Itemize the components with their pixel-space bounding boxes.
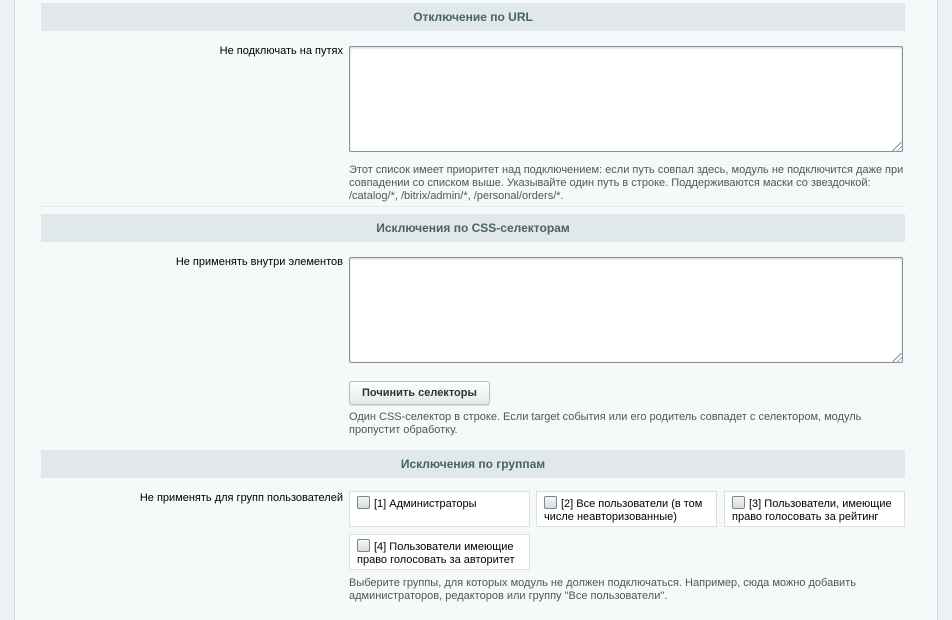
section-header-css: Исключения по CSS-селекторам bbox=[41, 214, 905, 242]
group-option-label: [1] Администраторы bbox=[374, 498, 477, 510]
section-header-groups: Исключения по группам bbox=[41, 450, 905, 478]
exclude-elements-label: Не применять внутри элементов bbox=[175, 256, 343, 268]
group-option-administrators[interactable] bbox=[349, 491, 530, 527]
groups-note: Выберите группы, для которых модуль не должен подключаться. Например, сюда можно добавить администраторов, редакторов или группу "Все пользователи". bbox=[349, 577, 856, 602]
exclude-paths-note: Этот список имеет приоритет над подключением: если путь совпал здесь, модуль не подключится даже при совпадении со списком выше. Указывайте один путь в строке. Поддерживаются маски со звездочкой: /catalog/*, /bitrix/admin/*, /personal/orders/*. bbox=[349, 164, 904, 202]
exclude-elements-textarea[interactable] bbox=[349, 257, 903, 363]
resize-grip-icon[interactable] bbox=[892, 142, 902, 152]
section-header-url: Отключение по URL bbox=[41, 3, 905, 31]
exclude-paths-label: Не подключать на путях bbox=[219, 45, 343, 57]
group-option-label: [2] Все пользователи (в том числе неавторизованные) bbox=[544, 498, 703, 523]
group-option-all-users[interactable] bbox=[536, 491, 717, 527]
exclude-paths-textarea[interactable] bbox=[349, 46, 903, 152]
section-divider bbox=[41, 206, 905, 207]
checkbox[interactable] bbox=[544, 496, 557, 509]
group-option-label: [3] Пользователи, имеющие право голосовать за рейтинг bbox=[732, 498, 892, 523]
exclude-groups-label: Не применять для групп пользователей bbox=[139, 492, 343, 504]
resize-grip-icon[interactable] bbox=[892, 353, 902, 363]
group-option-authority-voters[interactable] bbox=[349, 534, 530, 570]
checkbox[interactable] bbox=[357, 496, 370, 509]
css-selectors-note: Один CSS-селектор в строке. Если target события или его родитель совпадет с селектором, модуль пропустит обработку. bbox=[349, 411, 862, 436]
group-option-rating-voters[interactable] bbox=[724, 491, 905, 527]
fix-selectors-button[interactable]: Починить селекторы bbox=[349, 381, 490, 405]
checkbox[interactable] bbox=[357, 539, 370, 552]
checkbox[interactable] bbox=[732, 496, 745, 509]
group-option-label: [4] Пользователи имеющие право голосовать за авторитет bbox=[357, 541, 515, 566]
